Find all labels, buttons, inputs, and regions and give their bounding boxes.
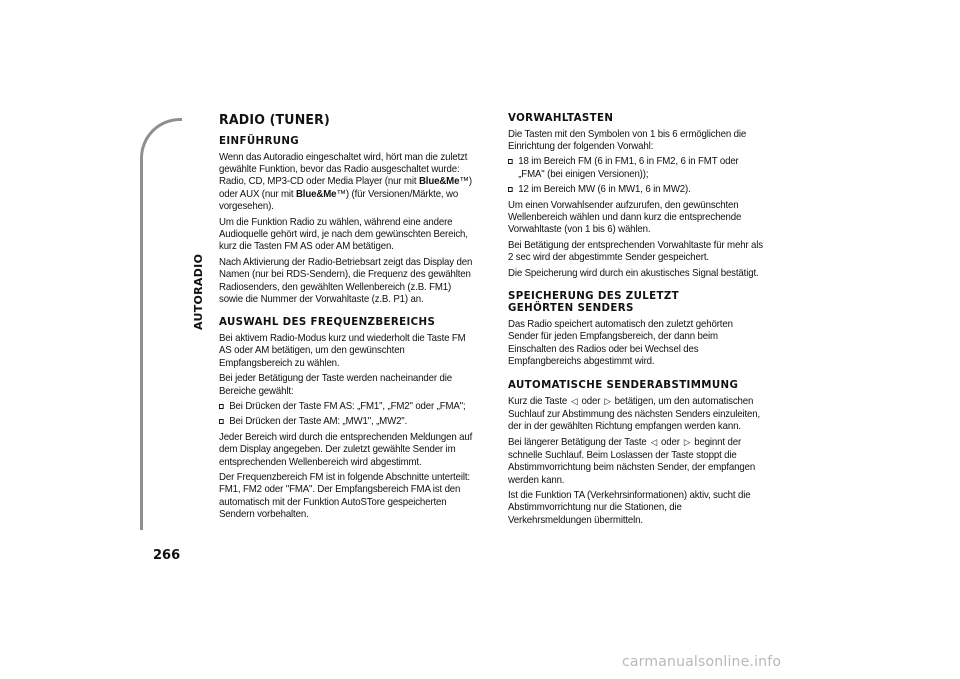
brand-blueandme: Blue&Me (418, 176, 460, 188)
heading-vorwahltasten: VORWAHLTASTEN (508, 111, 614, 124)
paragraph: Jeder Bereich wird durch die entsprechenden Meldungen auf dem Display angegeben. Der zuletzt gewählte Sender im entsprechenden Wellenbereich wird abgestimmt. (219, 431, 473, 468)
page-corner-decoration (140, 118, 182, 160)
paragraph: Bei Betätigung der entsprechenden Vorwahltaste für mehr als 2 sec wird der abgestimmte Sender gespeichert. (508, 239, 763, 264)
bullet-item: Bei Drücken der Taste AM: „MW1", „MW2". (219, 416, 476, 428)
paragraph: Kurz die Taste ◁ oder ▷ betätigen, um den automatischen Suchlauf zur Abstimmung des nächsten Senders einzuleiten, der in der gewählten Richtung empfangen werden kann. (508, 396, 761, 432)
paragraph: Um einen Vorwahlsender aufzurufen, den gewünschten Wellenbereich wählen und dann kurz die entsprechende Vorwahltaste (von 1 bis 6) wählen. (508, 199, 742, 236)
brand-blueandme: Blue&Me (295, 188, 337, 200)
seek-up-icon: ▷ (683, 437, 691, 448)
paragraph: Bei längerer Betätigung der Taste ◁ oder ▷ beginnt der schnelle Suchlauf. Beim Loslassen der Taste stoppt die Abstimmvorrichtung beim nächsten Sender, der empfangen werden kann. (508, 437, 756, 486)
paragraph: Ist die Funktion TA (Verkehrsinformationen) aktiv, sucht die Abstimmvorrichtung nur die Stationen, die Verkehrsmeldungen übermitteln. (508, 489, 751, 526)
paragraph: Nach Aktivierung der Radio-Betriebsart zeigt das Display den Namen (nur bei RDS-Sendern), die Frequenz des gewählten Radiosenders, den gewählten Wellenbereich (z.B. FM1) sowie die Nummer der Vorwahltaste (z.B. P1) an. (219, 256, 473, 305)
seek-up-icon: ▷ (604, 396, 611, 407)
seek-down-icon: ◁ (571, 396, 578, 407)
right-column (508, 112, 765, 530)
heading-einfuehrung: EINFÜHRUNG (219, 134, 300, 147)
heading-automatische-senderabstimmung: AUTOMATISCHE SENDERABSTIMMUNG (508, 377, 739, 391)
page-number: 266 (153, 548, 181, 563)
paragraph: Der Frequenzbereich FM ist in folgende Abschnitte unterteilt: FM1, FM2 oder "FMA". Der Empfangsbereich FMA ist den automatisch mit der Funktion AutoSTore gespeicherten Sendern vorbehalten. (219, 471, 470, 521)
heading-auswahl: AUSWAHL DES FREQUENZBEREICHS (219, 315, 436, 329)
paragraph-intro: Wenn das Autoradio eingeschaltet wird, hört man die zuletzt gewählte Funktion, bevor das Radio ausgeschaltet wurde: Radio, CD, MP3-CD oder Media Player (nur mit Blue&Me™) oder AUX (nur mit Blue&Me™) (für Versionen/Märkte, wo vorgesehen). (219, 151, 472, 213)
paragraph: Bei jeder Betätigung der Taste werden nacheinander die Bereiche gewählt: (219, 373, 452, 397)
bullet-item: Bei Drücken der Taste FM AS: „FM1", „FM2" oder „FMA"; (219, 401, 476, 413)
bullet-item: 18 im Bereich FM (6 in FM1, 6 in FM2, 6 in FMT oder „FMA" (bei einigen Versionen)); (508, 156, 765, 181)
seek-down-icon: ◁ (650, 437, 658, 448)
paragraph: Bei aktivem Radio-Modus kurz und wiederholt die Taste FM AS oder AM betätigen, um den gewünschten Empfangsbereich zu wählen. (219, 332, 466, 369)
chapter-side-label: AUTORADIO (192, 253, 205, 330)
paragraph: Die Speicherung wird durch ein akustisches Signal bestätigt. (508, 267, 759, 279)
section-title: RADIO (TUNER) (219, 112, 330, 128)
paragraph: Das Radio speichert automatisch den zuletzt gehörten Sender für jeden Empfangsbereich, der dann beim Einschalten des Radios oder bei Wechsel des Empfangbereichs abgestimmt wird. (508, 318, 733, 368)
bullet-item: 12 im Bereich MW (6 in MW1, 6 in MW2). (508, 184, 765, 196)
watermark: carmanualsonline.info (622, 654, 782, 670)
paragraph: Um die Funktion Radio zu wählen, während eine andere Audioquelle gehört wird, je nach dem gewünschten Bereich, kurz die Tasten FM AS oder AM betätigen. (219, 216, 468, 253)
paragraph: Die Tasten mit den Symbolen von 1 bis 6 ermöglichen die Einrichtung der folgenden Vorwahl: (508, 128, 747, 152)
page-side-rule (140, 158, 143, 530)
left-column (219, 112, 476, 525)
heading-speicherung: SPEICHERUNG DES ZULETZT GEHÖRTEN SENDERS (508, 288, 680, 315)
